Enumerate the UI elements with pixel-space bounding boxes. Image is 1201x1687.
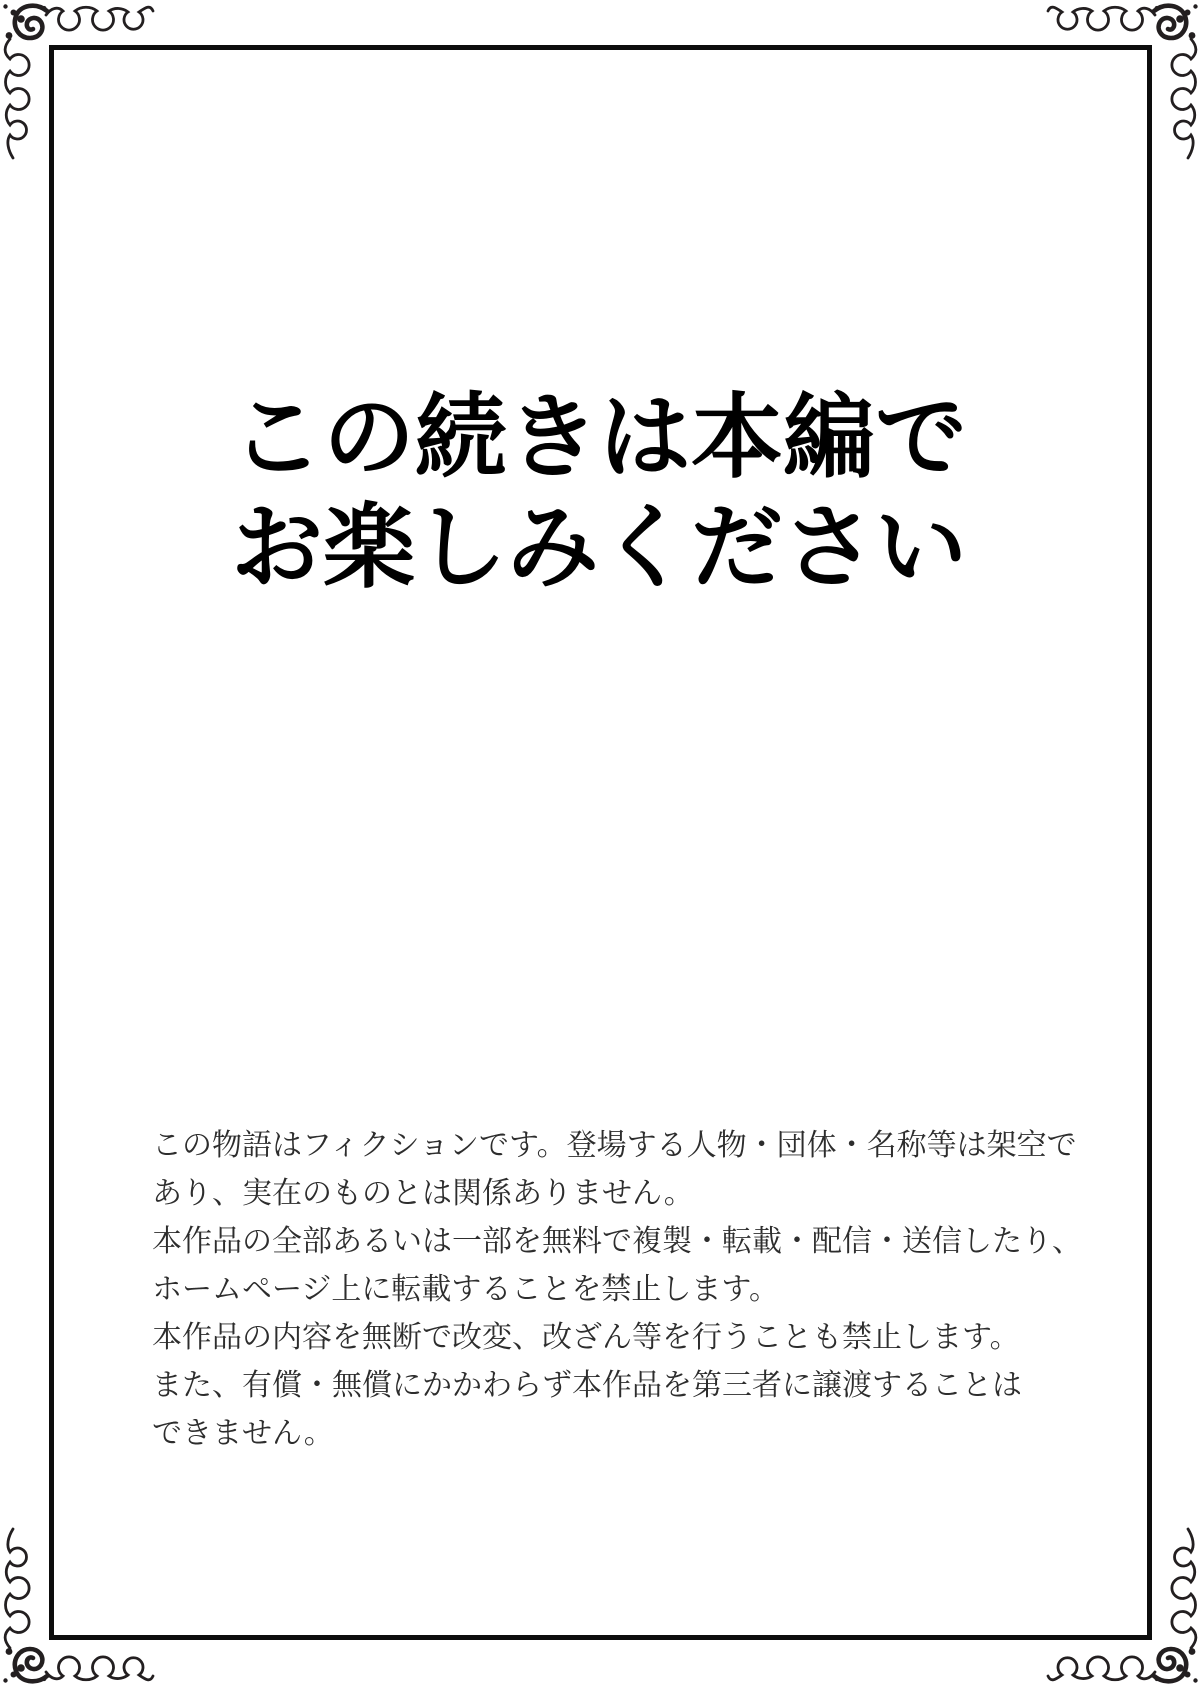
copyright-disclaimer — [152, 1122, 1082, 1458]
disclaimer-line: この物語はフィクションです。登場する人物・団体・名称等は架空で — [152, 1129, 1077, 1162]
disclaimer-line: あり、実在のものとは関係ありません。 — [152, 1177, 694, 1210]
continuation-heading — [231, 383, 967, 603]
disclaimer-line: 本作品の内容を無断で改変、改ざん等を行うことも禁止します。 — [152, 1321, 1020, 1354]
disclaimer-line: できません。 — [152, 1417, 334, 1450]
disclaimer-line: 本作品の全部あるいは一部を無料で複製・転載・配信・送信したり、 — [152, 1225, 1082, 1258]
disclaimer-line: ホームページ上に転載することを禁止します。 — [152, 1273, 779, 1306]
disclaimer-line: また、有償・無償にかかわらず本作品を第三者に譲渡することは — [152, 1369, 1022, 1402]
heading-line-2: お楽しみください — [231, 497, 968, 599]
heading-line-1: この続きは本編で — [231, 387, 968, 489]
